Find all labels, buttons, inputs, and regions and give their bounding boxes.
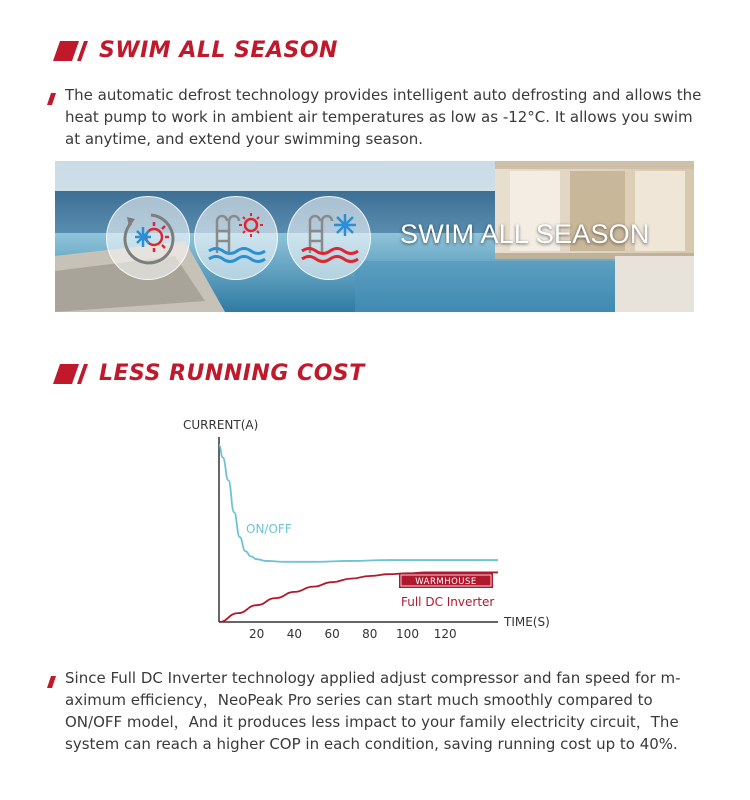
defrost-icon <box>106 196 190 280</box>
x-axis-label: TIME(S) <box>504 615 550 629</box>
cost-paragraph-text: Since Full DC Inverter technology applied adjust compressor and fan speed for m-aximum efficiency，NeoPeak Pro series can start much smoothly compared to ON/OFF model，And it produces less impact to your family electricity circuit，The system can reach a higher COP in each condition, saving running cost up to 40%. <box>65 669 681 753</box>
pool-ladder-snowflake-icon <box>287 196 371 280</box>
swim-banner-image <box>55 161 694 312</box>
x-tick-label: 20 <box>249 627 265 641</box>
warmhouse-badge-text: WARMHOUSE <box>415 577 477 587</box>
section-title-text: SWIM ALL SEASON <box>99 38 338 63</box>
bullet-slash-icon <box>47 672 57 694</box>
title-slash-icon <box>47 40 97 62</box>
swim-paragraph <box>47 84 707 150</box>
banner-label: SWIM ALL SEASON <box>400 219 650 249</box>
chart-svg <box>175 415 575 645</box>
x-tick-label: 60 <box>324 627 340 641</box>
series-line-onoff <box>219 445 498 562</box>
cost-paragraph <box>47 667 707 755</box>
section-title-swim <box>47 38 338 63</box>
title-slash-icon <box>47 363 97 385</box>
x-tick-label: 100 <box>396 627 419 641</box>
y-axis-label: CURRENT(A) <box>183 418 259 432</box>
series-label-onoff: ON/OFF <box>246 522 292 536</box>
x-tick-label: 80 <box>362 627 378 641</box>
pool-ladder-sun-icon <box>194 196 278 280</box>
bullet-slash-icon <box>47 89 57 111</box>
x-tick-label: 120 <box>433 627 457 641</box>
swim-paragraph-text: The automatic defrost technology provides intelligent auto defrosting and allows the heat pump to work in ambient air temperatures as low as -12°C. It allows you swim at anytime, and extend your swimming season. <box>65 86 702 148</box>
x-tick-labels <box>249 627 457 641</box>
section-title-text: LESS RUNNING COST <box>99 361 365 386</box>
x-tick-label: 40 <box>286 627 303 641</box>
section-title-cost <box>47 361 365 386</box>
series-label-inverter: Full DC Inverter <box>401 595 495 609</box>
current-time-chart <box>175 415 575 645</box>
